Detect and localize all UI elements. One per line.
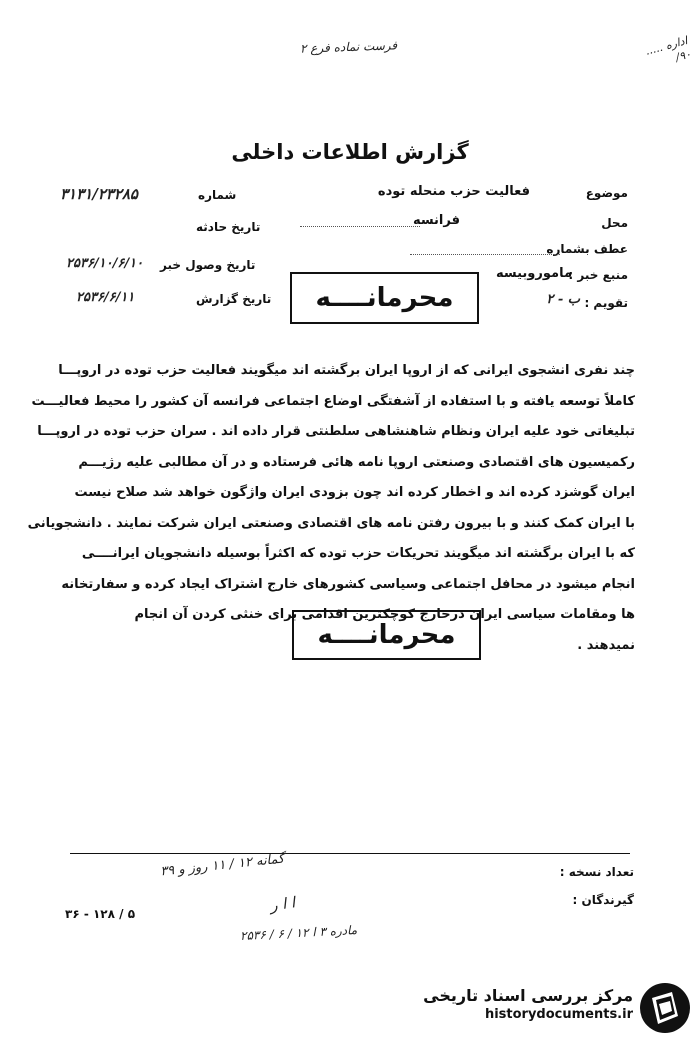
receipt-date-value: ۲۵۳۶/۱۰/۶/۱۰ bbox=[66, 256, 144, 271]
body-line-5: ایران گوشزد کرده اند و اخطار کرده اند چون بزودی ایران واژگون خواهد شد صلاح نیست bbox=[74, 485, 635, 500]
source-label: منبع خبر : bbox=[568, 268, 628, 282]
source-value: ماموروبیسه bbox=[496, 266, 572, 281]
handwritten-signature-1: گمانه ۱۲ / ۱۱ روز و ۳۹ bbox=[159, 851, 285, 880]
body-line-8: انجام میشود در محافل اجتماعی وسیاسی کشورهای خارج اشتراک ایجاد کرده و سفارتخانه bbox=[61, 576, 635, 592]
location-dotted-line bbox=[300, 226, 420, 227]
handwritten-signature-2: ا ا ر bbox=[268, 893, 297, 915]
body-line-1: چند نفری انشجوی ایرانی که از اروپا ایران برگشته اند میگویند فعالیت حزب توده در اروپـــا bbox=[58, 363, 635, 378]
handwritten-date-note: مادره ۳ ا ۱۲ / ۶ / ۲۵۳۶ bbox=[239, 922, 358, 944]
event-date-label: تاریخ حادثه bbox=[196, 220, 261, 234]
body-line-7: که با ایران برگشته اند میگویند تحریکات حزب توده که اکثراً بوسیله دانشجویان ایرانــــی bbox=[81, 546, 635, 561]
body-line-4: رکمیسیون های اقتصادی وصنعتی اروپا نامه هائی فرستاده و در آن مطالبی علیه رژیـــم bbox=[78, 454, 635, 470]
footer-separator bbox=[70, 853, 630, 854]
reference-number: ۳۶ - ۱۲۸ / ۵ bbox=[65, 907, 136, 921]
copies-label: تعداد نسخه : bbox=[559, 865, 634, 879]
following-dotted-line bbox=[410, 254, 560, 255]
top-handwritten-note: فرست نماده فرع ۲ bbox=[299, 38, 398, 56]
following-label: عطف بشماره bbox=[546, 242, 628, 256]
evaluation-label: تقویم : bbox=[584, 296, 628, 310]
number-value: ۳۱۳۱/۲۳۲۸۵ bbox=[60, 185, 138, 203]
archive-text bbox=[423, 986, 633, 1022]
corner-handwritten-mark: اداره ..... ۹۰/ bbox=[643, 34, 693, 65]
evaluation-value: ب - ۲ bbox=[546, 292, 580, 307]
archive-watermark bbox=[410, 980, 695, 1035]
receipt-date-label: تاریخ وصول خبر bbox=[160, 258, 256, 272]
confidential-stamp-bottom: محرمانــــه bbox=[292, 610, 481, 660]
body-line-3: تبلیغاتی خود علیه ایران ونظام شاهنشاهی سلطنتی قرار داده اند . سران حزب توده در اروپـــا bbox=[37, 424, 635, 439]
archive-logo-icon bbox=[638, 980, 693, 1035]
archive-name: مرکز بررسی اسناد تاریخی bbox=[423, 986, 633, 1005]
location-label: محل bbox=[601, 216, 628, 230]
body-line-9: ها ومقامات سیاسی ایران درخارج کوچکترین اقدامی برای خنثی کردن آن انجام bbox=[134, 607, 635, 622]
body-line-10: نمیدهند . bbox=[577, 637, 635, 653]
subject-value: فعالیت حزب منحله توده bbox=[377, 184, 530, 199]
document-title: گزارش اطلاعات داخلی bbox=[231, 140, 469, 164]
report-date-label: تاریخ گزارش bbox=[196, 292, 272, 306]
subject-label: موضوع bbox=[585, 186, 628, 200]
archive-url: historydocuments.ir bbox=[484, 1007, 633, 1022]
body-line-6: با ایران کمک کنند و با بیرون رفتن نامه های اقتصادی وصنعتی ایران شرکت نمایند . دانشجویانی bbox=[27, 515, 635, 531]
number-label: شماره bbox=[198, 188, 237, 202]
location-value: فرانسه bbox=[412, 213, 460, 228]
report-date-value: ۲۵۳۶/۶/۱۱ bbox=[76, 290, 135, 305]
recipients-label: گیرندگان : bbox=[572, 893, 634, 907]
body-line-2: کاملاً توسعه یافته و با استفاده از آشفتگی اوضاع اجتماعی فرانسه آن کشور را محیط فعالیـــت bbox=[31, 393, 635, 409]
confidential-stamp-top: محرمانــــه bbox=[290, 272, 479, 324]
